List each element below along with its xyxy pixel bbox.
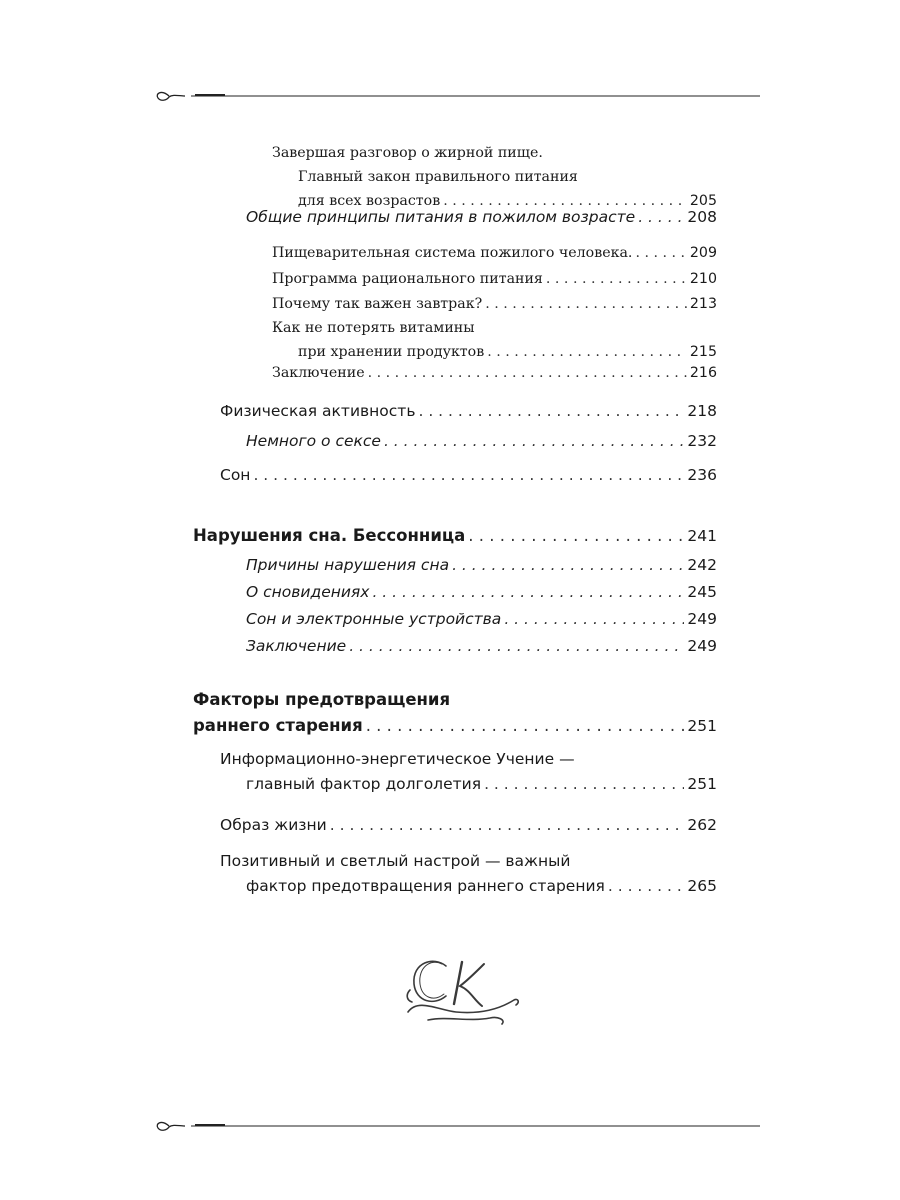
toc-entry-title: Причины нарушения сна <box>246 556 450 574</box>
toc-entry[interactable] <box>220 463 717 487</box>
page-number: 210 <box>689 271 717 287</box>
page-number: 265 <box>687 877 717 895</box>
toc-entry-title: Почему так важен завтрак? <box>272 296 483 312</box>
leader-dots <box>368 361 687 385</box>
toc-entry[interactable] <box>193 524 717 548</box>
toc-entry-title-line: Информационно-энергетическое Учение — <box>220 750 575 768</box>
page-number: 249 <box>687 610 717 628</box>
toc-entry[interactable] <box>272 316 717 364</box>
toc-entry-title: О сновидениях <box>246 583 370 601</box>
leader-dots <box>635 241 686 265</box>
toc-entry[interactable] <box>220 849 717 899</box>
bottom-ornament-rule <box>155 1116 760 1136</box>
toc-entry[interactable] <box>220 813 717 837</box>
toc-entry[interactable] <box>220 747 717 797</box>
toc-entry[interactable] <box>246 429 717 453</box>
page-number: 249 <box>687 637 717 655</box>
toc-entry[interactable] <box>272 267 717 291</box>
page-number: 262 <box>687 816 717 834</box>
leader-dots <box>484 772 684 797</box>
toc-entry[interactable] <box>246 607 717 631</box>
page-number: 205 <box>689 193 717 209</box>
leader-dots <box>366 713 685 739</box>
leader-dots <box>546 267 687 291</box>
leader-dots <box>504 607 684 631</box>
toc-chapter-title: раннего старения <box>193 716 363 735</box>
toc-entry[interactable] <box>246 634 717 658</box>
toc-entry-title: при хранении продуктов <box>298 344 485 360</box>
toc-entry-title: главный фактор долголетия <box>246 775 482 793</box>
toc-entry-title: Заключение <box>246 637 347 655</box>
leader-dots <box>418 399 684 423</box>
page-number: 213 <box>689 296 717 312</box>
page-number: 209 <box>689 245 717 261</box>
toc-entry-title: Немного о сексе <box>246 432 381 450</box>
toc-entry-title: Сон <box>220 466 251 484</box>
page-number: 208 <box>687 208 717 226</box>
publisher-monogram-logo <box>398 950 523 1030</box>
toc-entry-title: Общие принципы питания в пожилом возрасте <box>246 208 636 226</box>
toc-entry-title-line: Как не потерять витамины <box>272 320 475 336</box>
leader-dots <box>372 580 684 604</box>
toc-entry[interactable] <box>272 141 717 213</box>
toc-chapter-title: Нарушения сна. Бессонница <box>193 526 466 545</box>
page-number: 216 <box>689 365 717 381</box>
toc-chapter-title-line: Факторы предотвращения <box>193 690 451 709</box>
page-number: 215 <box>689 344 717 360</box>
leader-dots <box>468 524 684 548</box>
toc-entry-title: для всех возрастов <box>298 193 441 209</box>
toc-entry-title: Заключение <box>272 365 365 381</box>
toc-entry[interactable] <box>272 361 717 385</box>
leader-dots <box>384 429 684 453</box>
leader-dots <box>330 813 685 837</box>
toc-entry[interactable] <box>246 205 717 229</box>
toc-entry-title: фактор предотвращения раннего старения <box>246 877 605 895</box>
toc-entry[interactable] <box>193 687 717 739</box>
leader-dots <box>253 463 684 487</box>
page-number: 251 <box>687 717 717 735</box>
toc-entry-title: Пищеварительная система пожилого человека. <box>272 245 633 261</box>
page-number: 245 <box>687 583 717 601</box>
page-number: 232 <box>687 432 717 450</box>
toc-entry-title: Программа рационального питания <box>272 271 543 287</box>
toc-entry-title: Образ жизни <box>220 816 327 834</box>
page-number: 241 <box>687 527 717 545</box>
leader-dots <box>485 292 687 316</box>
page-number: 242 <box>687 556 717 574</box>
toc-entry-title: Сон и электронные устройства <box>246 610 502 628</box>
toc-entry-title-line: Позитивный и светлый настрой — важный <box>220 852 571 870</box>
toc-entry-title-line: Главный закон правильного питания <box>298 169 578 185</box>
page-number: 218 <box>687 402 717 420</box>
leader-dots <box>608 874 685 899</box>
leader-dots <box>349 634 684 658</box>
toc-entry[interactable] <box>220 399 717 423</box>
leader-dots <box>638 205 684 229</box>
page-number: 251 <box>687 775 717 793</box>
toc-entry-title: Физическая активность <box>220 402 416 420</box>
page-number: 236 <box>687 466 717 484</box>
leader-dots <box>452 553 684 577</box>
toc-entry[interactable] <box>272 241 717 265</box>
toc-entry[interactable] <box>246 553 717 577</box>
toc-entry-title-line: Завершая разговор о жирной пище. <box>272 145 543 161</box>
toc-entry[interactable] <box>246 580 717 604</box>
toc-entry[interactable] <box>272 292 717 316</box>
